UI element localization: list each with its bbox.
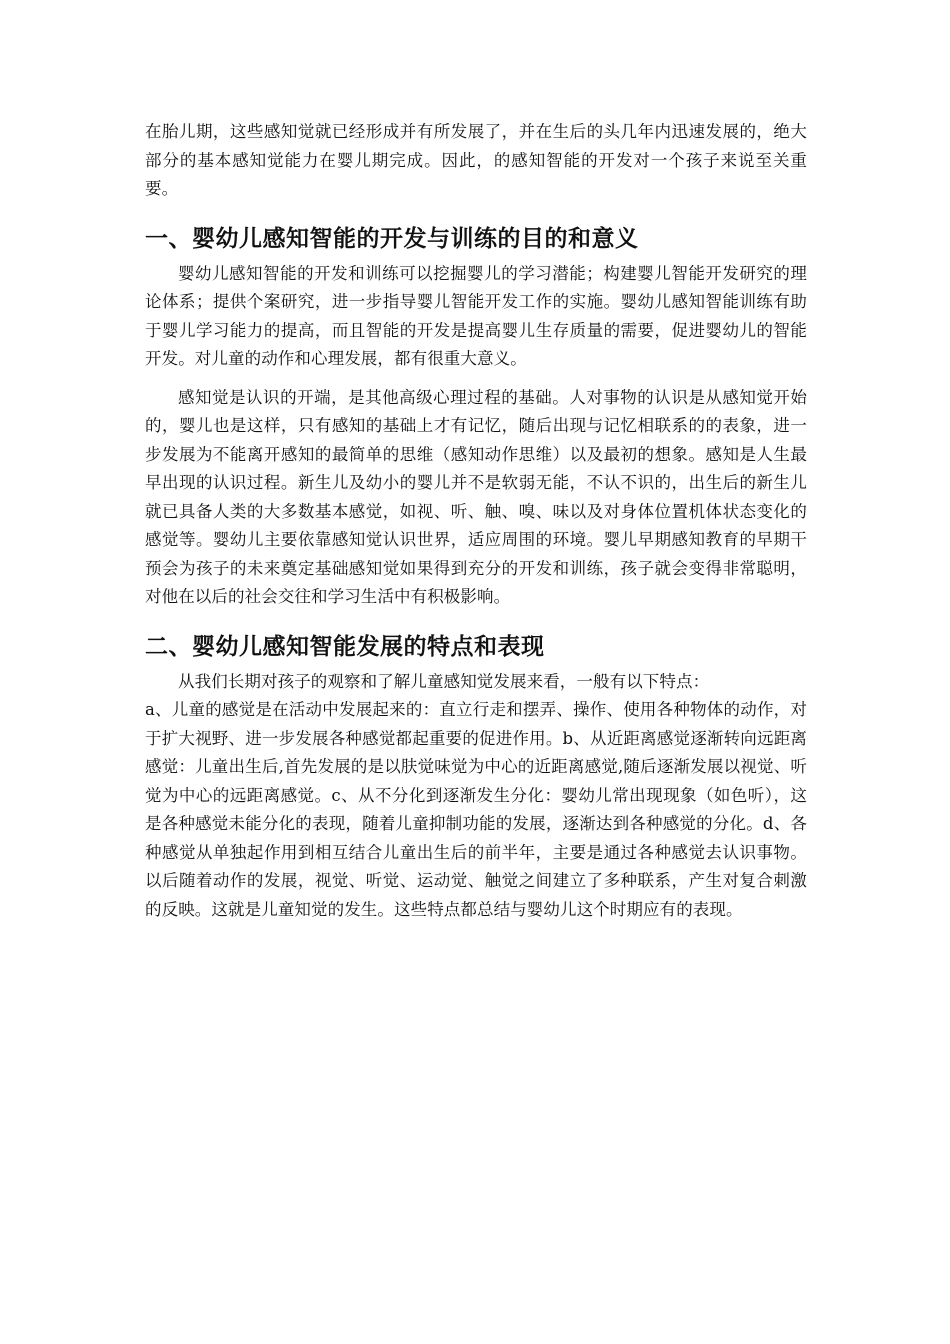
section2-paragraph2: a、儿童的感觉是在活动中发展起来的：直立行走和摆弄、操作、使用各种物体的动作，对于扩大视野、进一步发展各种感觉都起重要的促进作用。b、从近距离感觉逐渐转向远距离感觉：儿童出生后,首先发展的是以肤觉味觉为中心的近距离感觉,随后逐渐发展以视觉、听觉为中心的远距离感觉。c、从不分化到逐渐发生分化：婴幼儿常出现现象（如色听），这是各种感觉未能分化的表现，随着儿童抑制功能的发展，逐渐达到各种感觉的分化。d、各种感觉从单独起作用到相互结合儿童出生后的前半年，主要是通过各种感觉去认识事物。以后随着动作的发展，视觉、听觉、运动觉、触觉之间建立了多种联系，产生对复合刺激的反映。这就是儿童知觉的发生。这些特点都总结与婴幼儿这个时期应有的表现。 <box>145 700 807 919</box>
section2-heading: 二、婴幼儿感知智能发展的特点和表现 <box>145 633 545 660</box>
section1-paragraph2: 感知觉是认识的开端，是其他高级心理过程的基础。人对事物的认识是从感知觉开始的，婴儿也是这样，只有感知的基础上才有记忆，随后出现与记忆相联系的的表象，进一步发展为不能离开感知的最简单的思维（感知动作思维）以及最初的想象。感知是人生最早出现的认识过程。新生儿及幼小的婴儿并不是软弱无能，不认不识的，出生后的新生儿就已具备人类的大多数基本感觉，如视、听、触、嗅、味以及对身体位置机体状态变化的感觉等。婴幼儿主要依靠感知觉认识世界，适应周围的环境。婴儿早期感知教育的早期干预会为孩子的未来奠定基础感知觉如果得到充分的开发和训练，孩子就会变得非常聪明，对他在以后的社会交往和学习生活中有积极影响。 <box>145 387 807 606</box>
intro-paragraph: 在胎儿期，这些感知觉就已经形成并有所发展了，并在生后的头几年内迅速发展的，绝大部分的基本感知觉能力在婴儿期完成。因此，的感知智能的开发对一个孩子来说至关重要。 <box>145 122 807 198</box>
section2-paragraph1: 从我们长期对孩子的观察和了解儿童感知觉发展来看，一般有以下特点： <box>178 671 710 691</box>
document-page <box>145 118 807 924</box>
section1-heading: 一、婴幼儿感知智能的开发与训练的目的和意义 <box>145 225 639 252</box>
section1-paragraph1: 婴幼儿感知智能的开发和训练可以挖掘婴儿的学习潜能；构建婴儿智能开发研究的理论体系；提供个案研究，进一步指导婴儿智能开发工作的实施。婴幼儿感知智能训练有助于婴儿学习能力的提高，而且智能的开发是提高婴儿生存质量的需要，促进婴幼儿的智能开发。对儿童的动作和心理发展，都有很重大意义。 <box>145 263 807 368</box>
paragraph-gap <box>145 374 807 384</box>
